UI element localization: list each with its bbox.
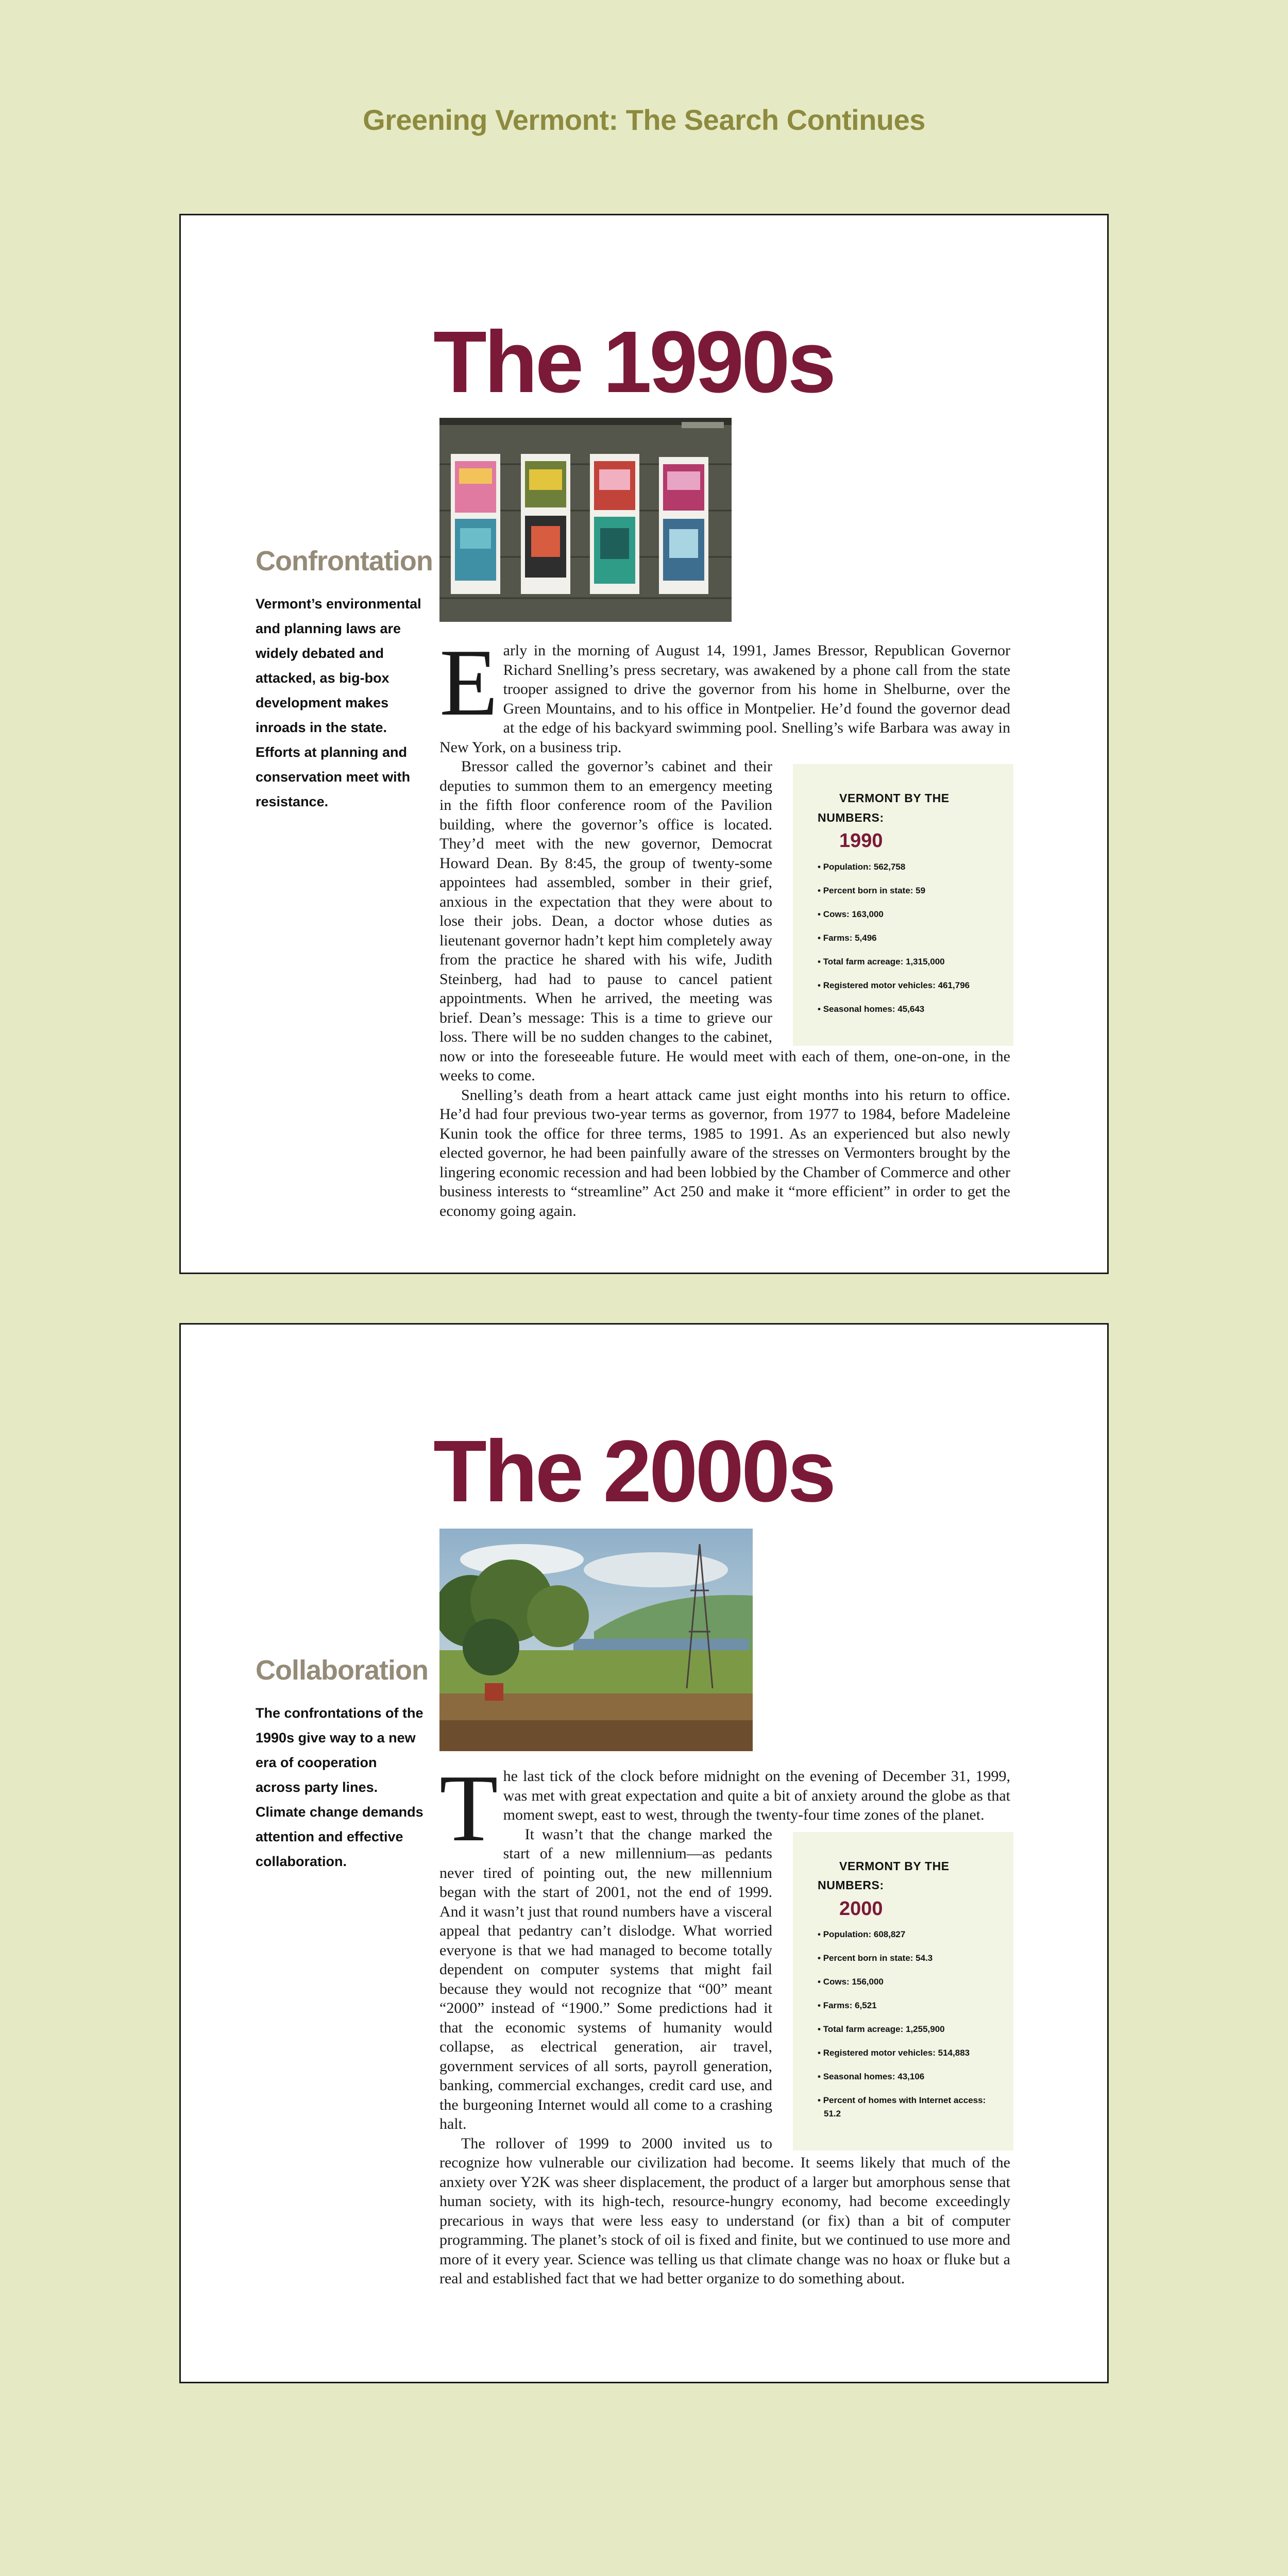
stats-item: • Seasonal homes: 45,643 bbox=[818, 1003, 997, 1016]
article-paragraph-text: The rollover of 1999 to 2000 invited us to recognize how vulnerable our civilization had become. It seems likely that much of the anxiety over Y2K was sheer displacement, the product of a larger but amorphous sense that human society, with its high-tech, resource-hungry economy, had become exceedingly precarious in ways that were less easy to understand (or fix) than a bit of computer programming. The planet’s stock of oil is fixed and finite, but we continued to use more and more of it every year. Science was telling us that climate change was no hoax or fluke but a real and established fact that we had better organize to do something about. bbox=[439, 2134, 1010, 2287]
stats-item: • Cows: 156,000 bbox=[818, 1975, 997, 1989]
section-1990s bbox=[179, 214, 1109, 1274]
stats-item: • Population: 608,827 bbox=[818, 1928, 997, 1941]
article-paragraph-text: Snelling’s death from a heart attack came just eight months into his return to office. He’d had four previous two-year terms as governor, from 1977 to 1984, before Madeleine Kunin took the office for three terms, 1985 to 1991. As an experienced but also newly elected governor, he had been painfully aware of the stresses on Vermonters brought by the lingering economic recession and had been lobbied by the Chamber of Commerce and other business interests to “streamline” Act 250 and make it “more efficient” in order to get the economy going again. bbox=[439, 1086, 1010, 1219]
stats-item: • Registered motor vehicles: 514,883 bbox=[818, 2046, 997, 2060]
side-heading: Collaboration bbox=[256, 1655, 428, 1686]
stats-item: • Population: 562,758 bbox=[818, 860, 997, 874]
article-paragraph bbox=[439, 1086, 1010, 1221]
article-body bbox=[439, 1755, 1010, 2289]
stats-title: VERMONT BY THE NUMBERS: bbox=[818, 791, 950, 824]
stats-item: • Percent born in state: 54.3 bbox=[818, 1952, 997, 1965]
stats-item: • Total farm acreage: 1,255,900 bbox=[818, 2023, 997, 2036]
decade-heading: The 2000s bbox=[433, 1422, 834, 1520]
stats-item: • Percent born in state: 59 bbox=[818, 884, 997, 897]
stats-item: • Total farm acreage: 1,315,000 bbox=[818, 955, 997, 969]
side-heading: Confrontation bbox=[256, 546, 433, 577]
stats-item: • Seasonal homes: 43,106 bbox=[818, 2070, 997, 2083]
stats-title: VERMONT BY THE NUMBERS: bbox=[818, 1859, 950, 1892]
drop-cap: T bbox=[439, 1755, 498, 1861]
stats-list bbox=[818, 1928, 997, 2121]
sidebar-intro bbox=[256, 1654, 426, 1874]
sidebar-intro bbox=[256, 545, 433, 814]
stats-year: 2000 bbox=[839, 1897, 883, 1920]
side-text: Vermont’s environmental and planning laws are widely debated and attacked, as big-box development makes inroads in the state. Efforts at planning and conservation meet with resistance. bbox=[256, 596, 421, 809]
vermont-numbers-box bbox=[793, 764, 1013, 1046]
stats-item: • Farms: 6,521 bbox=[818, 1999, 997, 2012]
landscape-painting bbox=[439, 1529, 753, 1751]
stats-year: 1990 bbox=[839, 830, 883, 852]
decade-heading: The 1990s bbox=[433, 313, 834, 411]
side-text: The confrontations of the 1990s give way to a new era of cooperation across party lines. Climate change demands attention and effective collaboration. bbox=[256, 1705, 423, 1869]
vermont-numbers-box bbox=[793, 1832, 1013, 2151]
stats-item: • Farms: 5,496 bbox=[818, 931, 997, 945]
article-body bbox=[439, 630, 1010, 1221]
stats-item: • Percent of homes with Internet access: 51.2 bbox=[818, 2094, 997, 2121]
article-paragraph bbox=[439, 1825, 1010, 2134]
drop-cap: E bbox=[439, 630, 498, 736]
article-paragraph-text: It wasn’t that the change marked the start of a new millennium—as pedants never tired of pointing out, the new millennium began with the start of 2001, not the end of 1999. And it wasn’t just that round numbers have a visceral appeal that pedantry can’t dislodge. What worried everyone is that we had managed to become totally dependent on computer systems that might fail because they would not recognize that “00” meant “2000” instead of “1900.” Some predictions had it that the economic systems of humanity would collapse, as electrical generation, air travel, government services of all sorts, payroll generation, banking, commercial exchanges, credit card use, and the burgeoning Internet would all come to a crashing halt. bbox=[439, 1825, 772, 2132]
article-paragraph bbox=[439, 2134, 1010, 2289]
article-paragraph bbox=[439, 757, 1010, 1086]
page-title: Greening Vermont: The Search Continues bbox=[363, 104, 925, 136]
quilt-banners-photo bbox=[439, 418, 732, 622]
stats-list bbox=[818, 860, 997, 1016]
stats-item: • Cows: 163,000 bbox=[818, 908, 997, 921]
stats-item: • Registered motor vehicles: 461,796 bbox=[818, 979, 997, 992]
article-paragraph: arly in the morning of August 14, 1991, James Bressor, Republican Governor Richard Snelling’s press secretary, was awakened by a phone call from the state trooper assigned to drive the governor from his home in Shelburne, over the Green Mountains, and to his office in Montpelier. He’d found the governor dead at the edge of his backyard swimming pool. Snelling’s wife Barbara was away in New York, on a business trip. bbox=[439, 642, 1010, 756]
article-paragraph-text: Bressor called the governor’s cabinet and their deputies to summon them to an emergency meeting in the fifth floor conference room of the Pavilion building, where the governor’s office is located. They’d meet with the new governor, Democrat Howard Dean. By 8:45, the group of twenty-some appointees had assembled, somber in their grief, anxious in the expectation that they were about to lose their jobs. Dean, a doctor whose duties as lieutenant governor hadn’t kept him completely away from the practice he shared with his wife, Judith Steinberg, had had to pause to cancel patient appointments. When he arrived, the meeting was brief. Dean’s message: This is a time to grieve our loss. There will be no sudden changes to the cabinet, now or into the foreseeable future. He would meet with each of them, one-on-one, in the weeks to come. bbox=[439, 758, 1010, 1084]
section-2000s bbox=[179, 1323, 1109, 2383]
article-paragraph: he last tick of the clock before midnight on the evening of December 31, 1999, was met with great expectation and quite a bit of anxiety around the globe as that moment swept, east to west, through the twenty-four time zones of the planet. bbox=[503, 1768, 1010, 1823]
